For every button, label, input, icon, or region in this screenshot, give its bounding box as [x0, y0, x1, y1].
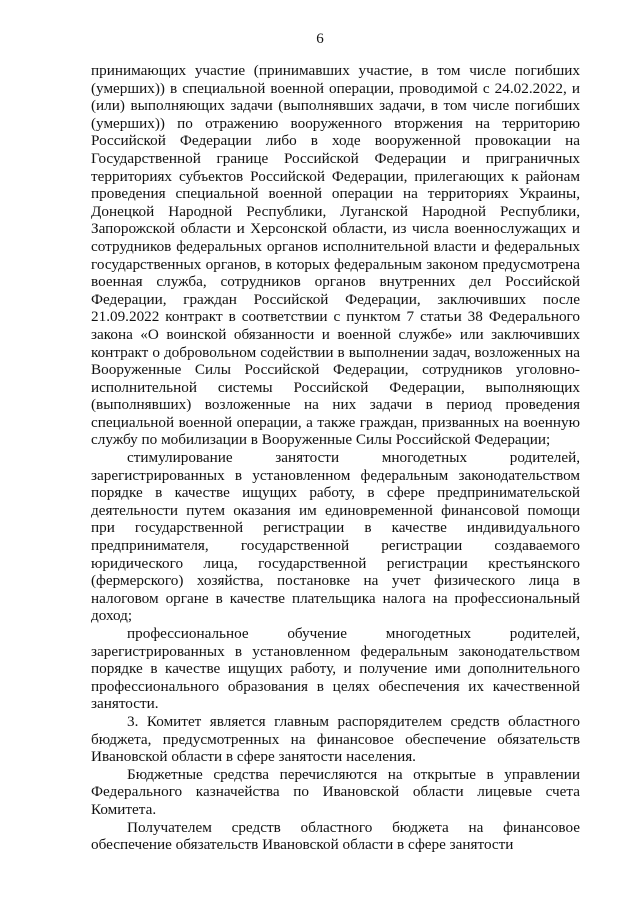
paragraph-committee-clause-3: 3. Комитет является главным распорядителем средств областного бюджета, предусмотренных на финансовое обеспечение обязательств Ивановской области в сфере занятости населения.	[91, 712, 580, 766]
paragraph-budget-recipient: Получателем средств областного бюджета на финансовое обеспечение обязательств Ивановской области в сфере занятости	[91, 818, 580, 854]
paragraph-continuation: принимающих участие (принимавших участие, в том числе погибших (умерших)) в специальной военной операции, проводимой с 24.02.2022, и (или) выполняющих задачи (выполнявших задачи, в том числе погибших (умерших)) по отражению вооруженного вторжения на территорию Российской Федерации либо в ходе вооруженной провокации на Государственной границе Российской Федерации и приграничных территориях субъектов Российской Федерации, прилегающих к районам проведения специальной военной операции на территориях Украины, Донецкой Народной Республики, Луганской Народной Республики, Запорожской области и Херсонской области, из числа военнослужащих и сотрудников федеральных органов исполнительной власти и федеральных государственных органов, в которых федеральным законом предусмотрена военная служба, сотрудников органов внутренних дел Российской Федерации, граждан Российской Федерации, заключивших после 21.09.2022 контракт в соответствии с пунктом 7 статьи 38 Федерального закона «О воинской обязанности и военной службе» или заключивших контракт о добровольном содействии в выполнении задач, возложенных на Вооруженные Силы Российской Федерации, сотрудников уголовно-исполнительной системы Российской Федерации, выполняющих (выполнявших) возложенные на них задачи в период проведения специальной военной операции, а также граждан, призванных на военную службу по мобилизации в Вооруженные Силы Российской Федерации;	[91, 62, 580, 449]
page-number: 6	[316, 31, 324, 47]
paragraph-budget-transfer: Бюджетные средства перечисляются на открытые в управлении Федерального казначейства по Ивановской области лицевые счета Комитета.	[91, 765, 580, 818]
paragraph-professional-training: профессиональное обучение многодетных родителей, зарегистрированных в установленном федеральным законодательством порядке в качестве ищущих работу, и получение ими дополнительного профессионального образования в целях обеспечения их качественной занятости.	[91, 625, 580, 713]
document-body	[91, 62, 580, 854]
paragraph-employment-stimulation: стимулирование занятости многодетных родителей, зарегистрированных в установленном федеральным законодательством порядке в качестве ищущих работу, в сфере предпринимательской деятельности путем оказания им единовременной финансовой помощи при государственной регистрации в качестве индивидуального предпринимателя, государственной регистрации создаваемого юридического лица, государственной регистрации крестьянского (фермерского) хозяйства, постановке на учет физического лица в налоговом органе в качестве плательщика налога на профессиональный доход;	[91, 449, 580, 625]
